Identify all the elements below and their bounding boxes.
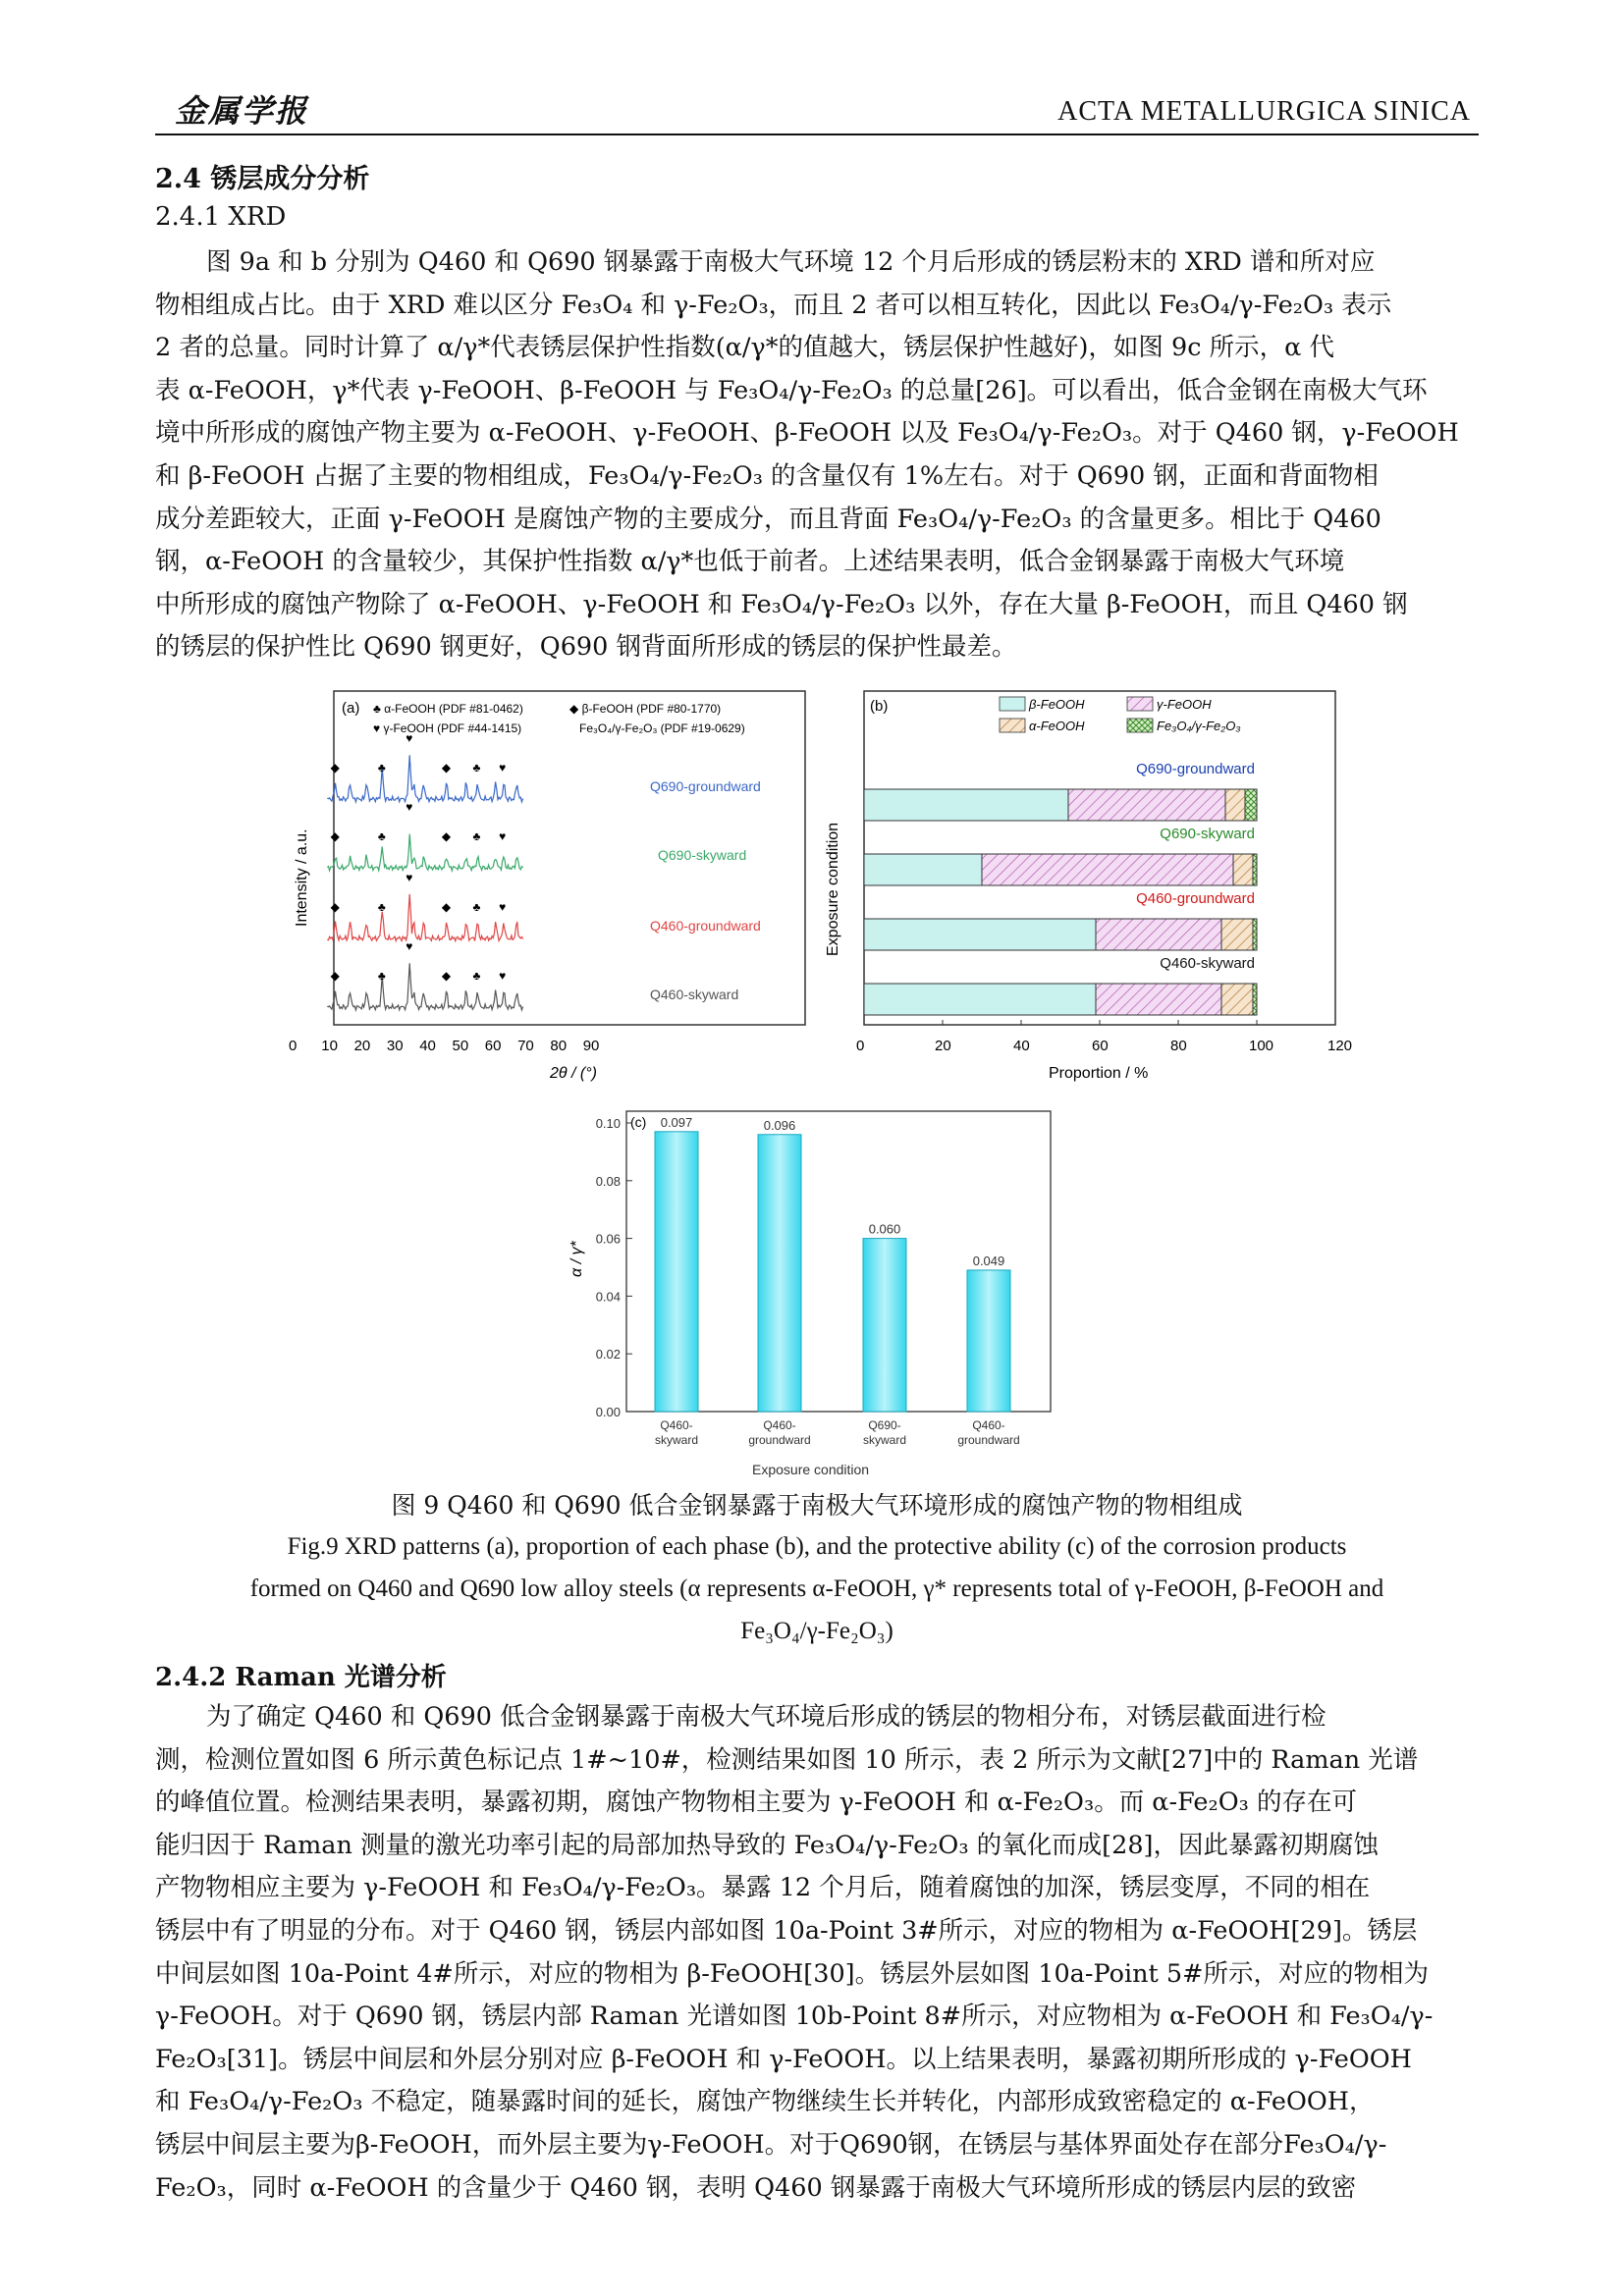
peak-marker: ♣	[472, 761, 481, 774]
text-line: 图 9a 和 b 分别为 Q460 和 Q690 钢暴露于南极大气环境 12 个月后形成的锈层粉末的 XRD 谱和所对应	[206, 247, 1376, 277]
peak-marker: ♣	[377, 969, 386, 983]
x-tick-label: 90	[582, 1038, 600, 1054]
peak-marker: ♥	[499, 969, 507, 983]
x-tick-label: 0	[289, 1038, 298, 1054]
legend-label: β-FeOOH	[1029, 697, 1085, 712]
text-line: 测，检测位置如图 6 所示黄色标记点 1#~10#，检测结果如图 10 所示，表 2 所示为文献[27]中的 Raman 光谱	[155, 1744, 1419, 1775]
x-tick-label: 20	[935, 1038, 951, 1054]
figure-9c-protective-index	[560, 1105, 1070, 1483]
category-label: groundward	[957, 1433, 1020, 1447]
paragraph-raman	[155, 1696, 1479, 2210]
caption-line: Fig.9 XRD patterns (a), proportion of each phase (b), and the protective ability (c) of the corrosion products	[287, 1533, 1347, 1560]
text-line: 的峰值位置。检测结果表明，暴露初期，腐蚀产物物相主要为 γ-FeOOH 和 α-Fe₂O₃。而 α-Fe₂O₃ 的存在可	[155, 1788, 1357, 1818]
text-line: γ-FeOOH。对于 Q690 钢，锈层内部 Raman 光谱如图 10b-Point 8#所示，对应物相为 α-FeOOH 和 Fe₃O₄/γ-	[155, 2002, 1434, 2032]
text-line: 的锈层的保护性比 Q690 钢更好，Q690 钢背面所形成的锈层的保护性最差。	[155, 632, 1017, 663]
text-line: 能归因于 Raman 测量的激光功率引起的局部加热导致的 Fe₃O₄/γ-Fe₂O₃ 的氧化而成[28]，因此暴露初期腐蚀	[155, 1830, 1379, 1860]
text-line: 产物物相应主要为 γ-FeOOH 和 Fe₃O₄/γ-Fe₂O₃。暴露 12 个月后，随着腐蚀的加深，锈层变厚，不同的相在	[155, 1873, 1371, 1903]
category-label: Q460-	[660, 1418, 693, 1432]
legend-label: Fe₃O₄/γ-Fe₂O₃	[1157, 719, 1241, 733]
header-rule	[155, 133, 1479, 135]
x-tick-label: 80	[1170, 1038, 1187, 1054]
peak-marker: ◆	[441, 829, 452, 843]
peak-marker: ♣	[472, 829, 481, 843]
y-tick-label: 0.04	[595, 1289, 621, 1305]
peak-marker: ◆	[330, 969, 340, 983]
data-label: 0.097	[660, 1114, 693, 1130]
bar-segment	[1233, 854, 1253, 885]
journal-logo: 金属学报	[175, 92, 309, 130]
peak-marker: ♥	[406, 871, 413, 884]
legend-swatch	[1000, 719, 1025, 732]
curve-label: Q690-skyward	[658, 847, 747, 863]
figure-caption-en	[155, 1525, 1479, 1652]
x-tick-label: 10	[321, 1038, 338, 1054]
bar-segment	[1225, 789, 1245, 821]
x-axis-label: 2θ / (°)	[550, 1065, 597, 1082]
y-tick-label: 0.08	[595, 1173, 621, 1189]
data-label: 0.060	[868, 1221, 901, 1237]
peak-marker: ◆	[330, 829, 340, 843]
x-tick-label: 60	[484, 1038, 502, 1054]
panel-label: (b)	[870, 698, 889, 715]
text-line: 成分差距较大，正面 γ-FeOOH 是腐蚀产物的主要成分，而且背面 Fe₃O₄/γ-Fe₂O₃ 的含量更多。相比于 Q460	[155, 504, 1381, 534]
category-label: Q460-groundward	[1136, 890, 1255, 907]
legend-label: α-FeOOH	[1029, 719, 1085, 733]
bar-segment	[1221, 919, 1253, 950]
peak-marker: ◆	[441, 761, 452, 774]
curve-label: Q690-groundward	[650, 778, 761, 794]
figure-9a-xrd	[285, 681, 815, 1094]
text-line: 锈层中间层主要为β-FeOOH，而外层主要为γ-FeOOH。对于Q690钢，在锈层与基体界面处存在部分Fe₃O₄/γ-	[155, 2129, 1387, 2160]
x-tick-label: 120	[1327, 1038, 1353, 1054]
peak-marker: ♥	[406, 800, 413, 814]
text-line: Fe₂O₃，同时 α-FeOOH 的含量少于 Q460 钢，表明 Q460 钢暴露于南极大气环境所形成的锈层内层的致密	[155, 2172, 1357, 2203]
bar-segment	[864, 854, 982, 885]
bar	[863, 1239, 906, 1412]
bar-segment	[1253, 919, 1257, 950]
y-axis-label: Exposure condition	[825, 822, 841, 956]
category-label: Q460-skyward	[1160, 955, 1255, 972]
bar-segment	[864, 789, 1068, 821]
peak-marker: ♣	[472, 900, 481, 914]
bar	[758, 1135, 801, 1412]
paragraph-xrd	[155, 241, 1479, 669]
text-line: 和 Fe₃O₄/γ-Fe₂O₃ 不稳定，随暴露时间的延长，腐蚀产物继续生长并转化，内部形成致密稳定的 α-FeOOH，	[155, 2087, 1375, 2117]
x-tick-label: 20	[353, 1038, 371, 1054]
peak-marker: ♥	[499, 900, 507, 914]
x-tick-label: 40	[1013, 1038, 1030, 1054]
peak-marker: ♣	[377, 829, 386, 843]
curve-label: Q460-skyward	[650, 987, 739, 1002]
bar-segment	[1096, 919, 1221, 950]
text-line: 物相组成占比。由于 XRD 难以区分 Fe₃O₄ 和 γ-Fe₂O₃，而且 2 者可以相互转化，因此以 Fe₃O₄/γ-Fe₂O₃ 表示	[155, 290, 1392, 320]
bar	[967, 1270, 1010, 1412]
text-line: 境中所形成的腐蚀产物主要为 α-FeOOH、γ-FeOOH、β-FeOOH 以及 Fe₃O₄/γ-Fe₂O₃。对于 Q460 钢，γ-FeOOH	[155, 418, 1459, 449]
bar-segment	[982, 854, 1233, 885]
category-label: Q690-groundward	[1136, 761, 1255, 777]
legend-gamma: ♥ γ-FeOOH (PDF #44-1415)	[373, 721, 522, 735]
peak-marker: ♣	[377, 900, 386, 914]
legend-alpha: ♣ α-FeOOH (PDF #81-0462)	[373, 702, 523, 716]
bar-segment	[1096, 984, 1221, 1015]
section-heading-2-4-1: 2.4.1 XRD	[155, 202, 287, 232]
legend-beta: ◆ β-FeOOH (PDF #80-1770)	[569, 702, 722, 716]
legend-label: γ-FeOOH	[1157, 697, 1212, 712]
xrd-curve-q690-skyward	[327, 834, 522, 871]
y-tick-label: 0.06	[595, 1231, 621, 1247]
bar-segment	[1253, 854, 1257, 885]
y-tick-label: 0.00	[595, 1405, 621, 1419]
figure-9b-proportion	[815, 681, 1353, 1094]
peak-marker: ◆	[441, 900, 452, 914]
peak-marker: ♥	[499, 761, 507, 774]
bar	[655, 1132, 698, 1412]
peak-marker: ♥	[406, 939, 413, 953]
x-tick-label: 30	[386, 1038, 404, 1054]
y-tick-label: 0.02	[595, 1347, 621, 1362]
text-line: 中间层如图 10a-Point 4#所示，对应的物相为 β-FeOOH[30]。锈层外层如图 10a-Point 5#所示，对应的物相为	[155, 1958, 1429, 1989]
text-line: 锈层中有了明显的分布。对于 Q460 钢，锈层内部如图 10a-Point 3#所示，对应的物相为 α-FeOOH[29]。锈层	[155, 1915, 1418, 1946]
text-line: 为了确定 Q460 和 Q690 低合金钢暴露于南极大气环境后形成的锈层的物相分布，对锈层截面进行检	[206, 1702, 1326, 1732]
caption-line: formed on Q460 and Q690 low alloy steels (α represents α-FeOOH, γ* represents total of γ-FeOOH, β-FeOOH and	[249, 1575, 1384, 1602]
legend-swatch	[1000, 697, 1025, 711]
bar-segment	[864, 984, 1096, 1015]
text-line: Fe₂O₃[31]。锈层中间层和外层分别对应 β-FeOOH 和 γ-FeOOH。以上结果表明，暴露初期所形成的 γ-FeOOH	[155, 2044, 1412, 2074]
bar-segment	[864, 919, 1096, 950]
bar-segment	[1068, 789, 1225, 821]
caption-line: Fe₃O₄/γ-Fe₂O₃)	[740, 1618, 893, 1644]
category-label: groundward	[748, 1433, 811, 1447]
curve-label: Q460-groundward	[650, 918, 761, 934]
x-axis-label: Proportion / %	[1049, 1065, 1149, 1082]
category-label: skyward	[862, 1433, 907, 1447]
category-label: Q460-	[763, 1418, 796, 1432]
peak-marker: ◆	[330, 900, 340, 914]
bar-segment	[1253, 984, 1257, 1015]
peak-marker: ◆	[441, 969, 452, 983]
x-tick-label: 70	[517, 1038, 534, 1054]
legend-swatch	[1127, 697, 1153, 711]
text-line: 和 β-FeOOH 占据了主要的物相组成，Fe₃O₄/γ-Fe₂O₃ 的含量仅有 1%左右。对于 Q690 钢，正面和背面物相	[155, 460, 1379, 491]
x-tick-label: 80	[550, 1038, 568, 1054]
category-label: Q690-skyward	[1160, 826, 1255, 842]
x-axis-label: Exposure condition	[752, 1462, 870, 1477]
category-label: Q690-	[868, 1418, 901, 1432]
panel-label: (a)	[342, 700, 360, 717]
peak-marker: ♣	[377, 761, 386, 774]
text-line: 钢，α-FeOOH 的含量较少，其保护性指数 α/γ*也低于前者。上述结果表明，低合金钢暴露于南极大气环境	[155, 547, 1345, 577]
peak-marker: ◆	[330, 761, 340, 774]
peak-marker: ♥	[406, 731, 413, 745]
x-tick-label: 60	[1092, 1038, 1109, 1054]
x-tick-label: 0	[856, 1038, 865, 1054]
data-label: 0.096	[763, 1117, 796, 1133]
panel-label: (c)	[630, 1114, 647, 1130]
text-line: 中所形成的腐蚀产物除了 α-FeOOH、γ-FeOOH 和 Fe₃O₄/γ-Fe₂O₃ 以外，存在大量 β-FeOOH，而且 Q460 钢	[155, 589, 1408, 619]
xrd-curve-q460-groundward	[327, 894, 522, 941]
section-heading-2-4: 2.4 锈层成分分析	[155, 164, 370, 194]
y-axis-label: α / γ*	[568, 1241, 585, 1277]
data-label: 0.049	[972, 1253, 1005, 1268]
bar-segment	[1221, 984, 1253, 1015]
legend-fe3o4: Fe₃O₄/γ-Fe₂O₃ (PDF #19-0629)	[579, 721, 745, 735]
xrd-curve-q460-skyward	[327, 963, 522, 1010]
y-tick-label: 0.10	[595, 1116, 621, 1131]
x-tick-label: 40	[419, 1038, 436, 1054]
bar-segment	[1245, 789, 1257, 821]
y-axis-label: Intensity / a.u.	[294, 828, 310, 927]
category-label: Q460-	[972, 1418, 1005, 1432]
x-tick-label: 100	[1249, 1038, 1274, 1054]
text-line: 表 α-FeOOH，γ*代表 γ-FeOOH、β-FeOOH 与 Fe₃O₄/γ-Fe₂O₃ 的总量[26]。可以看出，低合金钢在南极大气环	[155, 375, 1428, 405]
legend-swatch	[1127, 719, 1153, 732]
peak-marker: ♣	[472, 969, 481, 983]
peak-marker: ♥	[499, 829, 507, 843]
x-tick-label: 50	[452, 1038, 469, 1054]
text-line: 2 者的总量。同时计算了 α/γ*代表锈层保护性指数(α/γ*的值越大，锈层保护性越好)，如图 9c 所示，α 代	[155, 333, 1334, 363]
section-heading-2-4-2: 2.4.2 Raman 光谱分析	[155, 1663, 447, 1692]
category-label: skyward	[654, 1433, 699, 1447]
xrd-curve-q690-groundward	[327, 755, 522, 802]
journal-name: ACTA METALLURGICA SINICA	[1057, 96, 1471, 127]
figure-caption-zh: 图 9 Q460 和 Q690 低合金钢暴露于南极大气环境形成的腐蚀产物的物相组成	[391, 1491, 1243, 1520]
